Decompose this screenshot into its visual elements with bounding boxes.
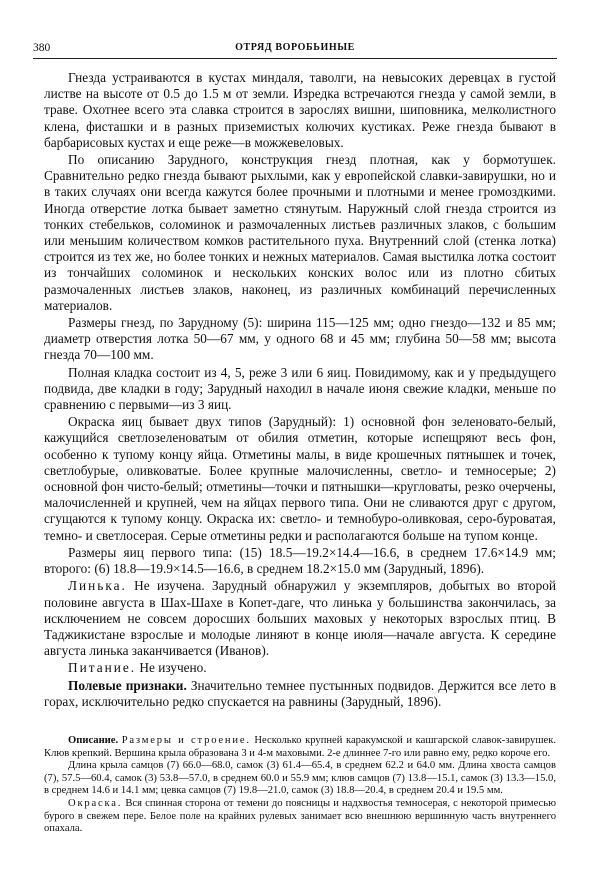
paragraph-egg-color: Окраска яиц бывает двух типов (Зарудный): 1) основной фон зеленовато-белый, кажущийся светлозеленоватым от обилия отметин, которые испещряют весь фон, особенно к тупому концу яйца. Отметины малы, в виде крошечных пятнышек и точек, светлобурые, оливковатые. Более крупные малочисленны, светло- и темносерые; 2) основной фон чисто-белый; отметины—точки и пятнышки—кругловаты, резко очерчены, малочисленней и крупней, чем на яйцах первого типа. Они не сливаются друг с другом, сгущаются к тупому концу. Окраска их: светло- и темнобуро-оливковая, серо-буроватая, темно- и светлосерая. Серые отметины редки и располагаются больше на тупом конце.: [44, 414, 556, 543]
page-header: [33, 42, 557, 59]
paragraph-clutch: Полная кладка состоит из 4, 5, реже 3 или 6 яиц. Повидимому, как и у предыдущего подвида, две кладки в году; Зарудный находил в начале июня свежие кладки, меньше по сравнению с первыми—из 3 яиц.: [44, 364, 556, 413]
food-text: Не изучено.: [136, 660, 207, 676]
structure-heading: Размеры и строение.: [121, 735, 251, 746]
page-number: 380: [33, 42, 51, 54]
description-structure: [44, 735, 556, 760]
description-heading: Описание.: [68, 735, 119, 746]
coloration-heading: Окраска.: [68, 797, 123, 809]
field-marks-heading: Полевые признаки.: [68, 677, 187, 693]
food-heading: Питание.: [68, 660, 137, 676]
molt-heading: Линька.: [68, 578, 127, 594]
description-coloration: [44, 798, 556, 836]
coloration-text: Вся спинная сторона от темени до поясницы и надхвостья темносерая, с некоторой примесью бурого в свежем пере. Белое поле на крайних рулевых занимает всю внешнюю вершинную часть внутреннего опахала.: [44, 797, 556, 835]
paragraph-nest-construction: По описанию Зарудного, конструкция гнезд плотная, как у бормотушек. Сравнительно редко гнезда бывают рыхлыми, как у европейской славки-завирушки, но и в таких случаях они всегда кажутся более прочными и плотными и менее громоздкими. Иногда отверстие лотка бывает заметно стянутым. Наружный слой гнезда строится из тонких стебельков, соломинок и размочаленных листьев различных злаков, с большим или меньшим количеством комков растительного пуха. Внутренний слой (стенка лотка) строится из тех же, но более тонких и нежных материалов. Самая выстилка лотка состоит из тончайших соломинок и нескольких конских волос или из плотно сбитых размочаленных листьев злаков, наконец, из различных комбинаций перечисленных материалов.: [44, 152, 556, 313]
paragraph-nest-sizes: Размеры гнезд, по Зарудному (5): ширина 115—125 мм; одно гнездо—132 и 85 мм; диаметр отверстия лотка 50—67 мм, у одного 68 и 45 мм; глубина 50—58 мм; высота гнезда 70—100 мм.: [44, 315, 556, 363]
running-title: ОТРЯД ВОРОБЬИНЫЕ: [235, 42, 355, 53]
molt-text: Не изучена. Зарудный обнаружил у экземпляров, добытых во второй половине августа в Шах-Шахе в Копет-даге, что линька у большинства закончилась, за исключением не совсем доросших больших маховых у некоторых взрослых птиц. В Таджикистане взрослые и молодые линяют в конце июля—начале августа. К середине августа линька заканчивается (Иванов).: [44, 578, 556, 659]
paragraph-egg-sizes: Размеры яиц первого типа: (15) 18.5—19.2×14.4—16.6, в среднем 17.6×14.9 мм; второго: (6) 18.8—19.9×14.5—16.6, в среднем 18.2×15.0 мм (Зарудный, 1896).: [44, 544, 556, 577]
paragraph-food: [44, 660, 556, 676]
description-measurements: Длина крыла самцов (7) 66.0—68.0, самок (3) 61.4—65.4, в среднем 62.2 и 64.0 мм. Длина хвоста самцов (7), 57.5—60.4, самок (3) 53.8—57.0, в среднем 60.0 и 55.9 мм; клюв самцов (7) 13.8—15.1, самок (3) 13.3—15.0, в среднем 14.6 и 14.1 мм; цевка самцов (7) 19.8—21.0, самок (3) 18.8—20.4, в среднем 20.4 и 19.5 мм.: [44, 760, 556, 797]
main-text: [44, 70, 556, 710]
paragraph-molt: [44, 578, 556, 659]
field-marks-text: Значительно темнее пустынных подвидов. Держится все лето в горах, исключительно редко спускается на равнины (Зарудный, 1896).: [44, 677, 556, 709]
paragraph-nests: Гнезда устраиваются в кустах миндаля, таволги, на невысоких деревцах в густой листве на высоте от 0.5 до 1.5 м от земли. Изредка встречаются гнезда у самой земли, в траве. Охотнее всего эта славка строится в зарослях вишни, шиповника, мелколистного клена, фисташки и в разных приземистых колючих кустиках. Реже гнезда бывают в барбарисовых кустах и еще реже—в можжевеловых.: [44, 70, 556, 150]
paragraph-field-marks: [44, 678, 556, 710]
description-section: [44, 735, 556, 836]
structure-text: Несколько крупней каракумской и кашгарской славок-завирушек. Клюв крепкий. Вершина крыла образована 3 и 4-м маховыми. 2-е длиннее 7-го или равно ему, редко короче его.: [44, 735, 556, 759]
